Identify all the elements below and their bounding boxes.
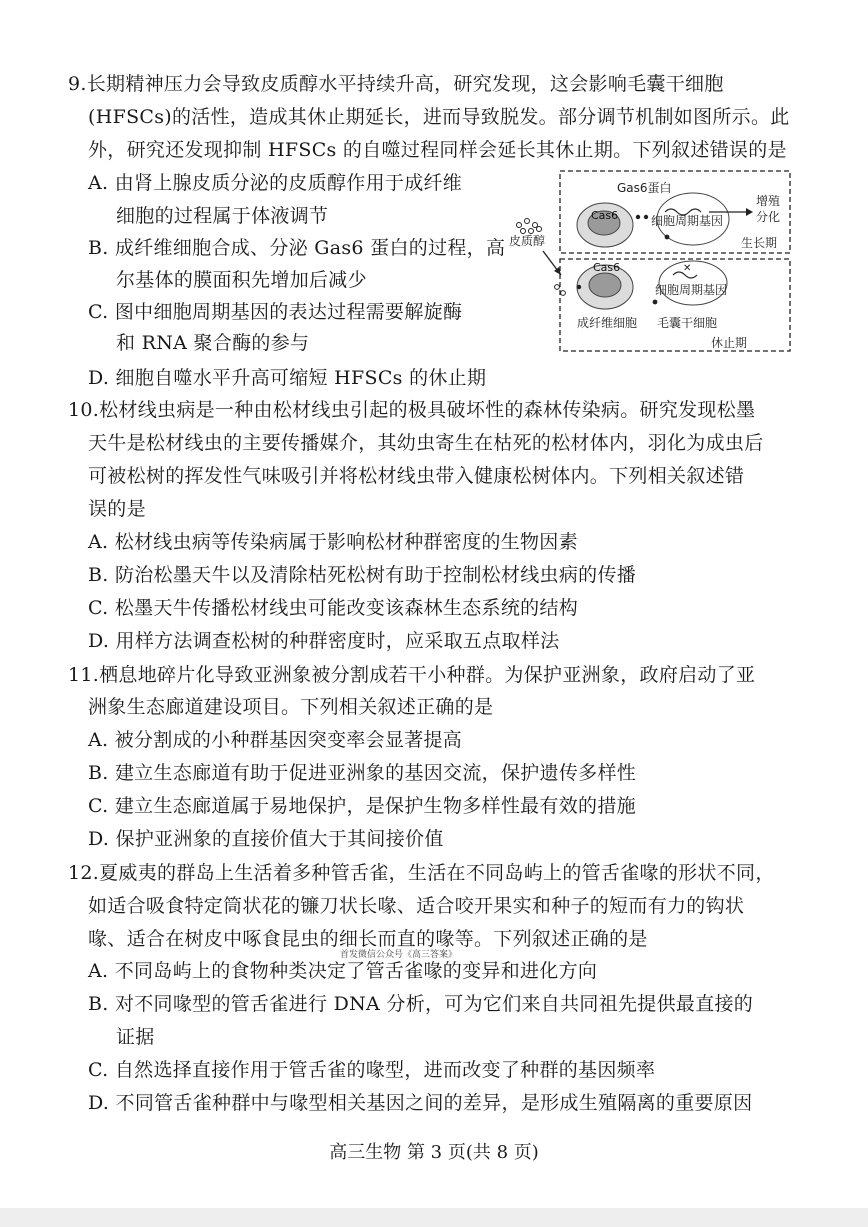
differentiate-label: 分化 (756, 210, 781, 224)
page-footer: 高三生物 第 3 页(共 8 页) (329, 1142, 539, 1163)
q10-stem-line-4: 误的是 (88, 498, 146, 520)
q10-stem-line-1: 10.松材线虫病是一种由松材线虫引起的极具破坏性的森林传染病。研究发现松墨 (68, 399, 756, 421)
q9-option-a-line-1: A. 由肾上腺皮质分泌的皮质醇作用于成纤维 (88, 172, 463, 194)
growth-cell-cycle-gene-label: 细胞周期基因 (651, 214, 724, 228)
q12-option-b-line-2: 证据 (116, 1026, 155, 1048)
q9-option-b-line-2: 尔基体的膜面积先增加后减少 (116, 269, 367, 291)
q12-option-d: D. 不同管舌雀种群中与喙型相关基因之间的差异，是形成生殖隔离的重要原因 (88, 1092, 753, 1114)
q11-stem-line-2: 洲象生态廊道建设项目。下列相关叙述正确的是 (88, 696, 494, 718)
q11-option-d: D. 保护亚洲象的直接价值大于其间接价值 (88, 828, 444, 850)
q10-option-b: B. 防治松墨天牛以及清除枯死松树有助于控制松材线虫病的传播 (88, 564, 637, 586)
q9-option-c-line-1: C. 图中细胞周期基因的表达过程需要解旋酶 (88, 301, 463, 323)
q10-option-a: A. 松材线虫病等传染病属于影响松材种群密度的生物因素 (88, 531, 578, 553)
q9-stem-line-2: (HFSCs)的活性，造成其休止期延长，进而导致脱发。部分调节机制如图所示。此 (88, 106, 790, 128)
proliferate-label: 增殖 (756, 194, 781, 208)
growth-phase-label: 生长期 (741, 236, 778, 250)
q12-option-b-line-1: B. 对不同喙型的管舌雀进行 DNA 分析，可为它们来自共同祖先提供最直接的 (88, 993, 754, 1015)
q12-stem-line-1: 12.夏威夷的群岛上生活着多种管舌雀，生活在不同岛屿上的管舌雀喙的形状不同， (68, 862, 775, 884)
hfsc-label: 毛囊干细胞 (657, 316, 718, 330)
q11-option-a: A. 被分割成的小种群基因突变率会显著提高 (88, 729, 463, 751)
q10-option-d: D. 用样方法调查松树的种群密度时，应采取五点取样法 (88, 630, 560, 652)
watermark: 首发微信公众号《高三答案》 (340, 950, 458, 960)
q10-option-c: C. 松墨天牛传播松材线虫可能改变该森林生态系统的结构 (88, 597, 579, 619)
q9-stem-line-1: 9.长期精神压力会导致皮质醇水平持续升高，研究发现，这会影响毛囊干细胞 (68, 73, 724, 95)
q9-option-a-line-2: 细胞的过程属于体液调节 (116, 205, 329, 227)
fibroblast-label: 成纤维细胞 (577, 316, 638, 330)
q11-option-c: C. 建立生态廊道属于易地保护，是保护生物多样性最有效的措施 (88, 795, 636, 817)
q10-stem-line-3: 可被松树的挥发性气味吸引并将松材线虫带入健康松树体内。下列相关叙述错 (88, 465, 745, 487)
q9-stem-line-3: 外，研究还发现抑制 HFSCs 的自噬过程同样会延长其休止期。下列叙述错误的是 (88, 139, 787, 161)
rest-phase-label: 休止期 (711, 336, 748, 350)
q9-option-c-line-2: 和 RNA 聚合酶的参与 (116, 332, 310, 354)
q12-stem-line-3: 喙、适合在树皮中啄食昆虫的细长而直的喙等。下列叙述正确的是 (88, 928, 648, 950)
q12-option-a: A. 不同岛屿上的食物种类决定了管舌雀喙的变异和进化方向 (88, 960, 598, 982)
q9-mechanism-diagram (505, 167, 795, 357)
q12-option-c: C. 自然选择直接作用于管舌雀的喙型，进而改变了种群的基因频率 (88, 1059, 656, 1081)
bottom-bar (0, 1208, 868, 1227)
rest-cas6-label: Cas6 (593, 261, 621, 274)
gas6-protein-label: Gas6蛋白 (617, 181, 672, 195)
cortisol-label: 皮质醇 (509, 234, 546, 248)
svg-text:✕: ✕ (683, 263, 692, 274)
q10-stem-line-2: 天牛是松材线虫的主要传播媒介，其幼虫寄生在枯死的松材体内，羽化为成虫后 (88, 432, 764, 454)
cortisol-molecules-icon (517, 219, 542, 234)
q9-option-d: D. 细胞自噬水平升高可缩短 HFSCs 的休止期 (88, 367, 487, 389)
q9-option-b-line-1: B. 成纤维细胞合成、分泌 Gas6 蛋白的过程，高 (88, 237, 506, 259)
q11-option-b: B. 建立生态廊道有助于促进亚洲象的基因交流，保护遗传多样性 (88, 762, 637, 784)
rest-cell-cycle-gene-label: 细胞周期基因 (655, 283, 728, 297)
growth-cas6-label: Cas6 (591, 209, 619, 222)
q12-stem-line-2: 如适合吸食特定筒状花的镰刀状长喙、适合咬开果实和种子的短而有力的钩状 (88, 895, 745, 917)
q11-stem-line-1: 11.栖息地碎片化导致亚洲象被分割成若干小种群。为保护亚洲象，政府启动了亚 (68, 664, 756, 686)
